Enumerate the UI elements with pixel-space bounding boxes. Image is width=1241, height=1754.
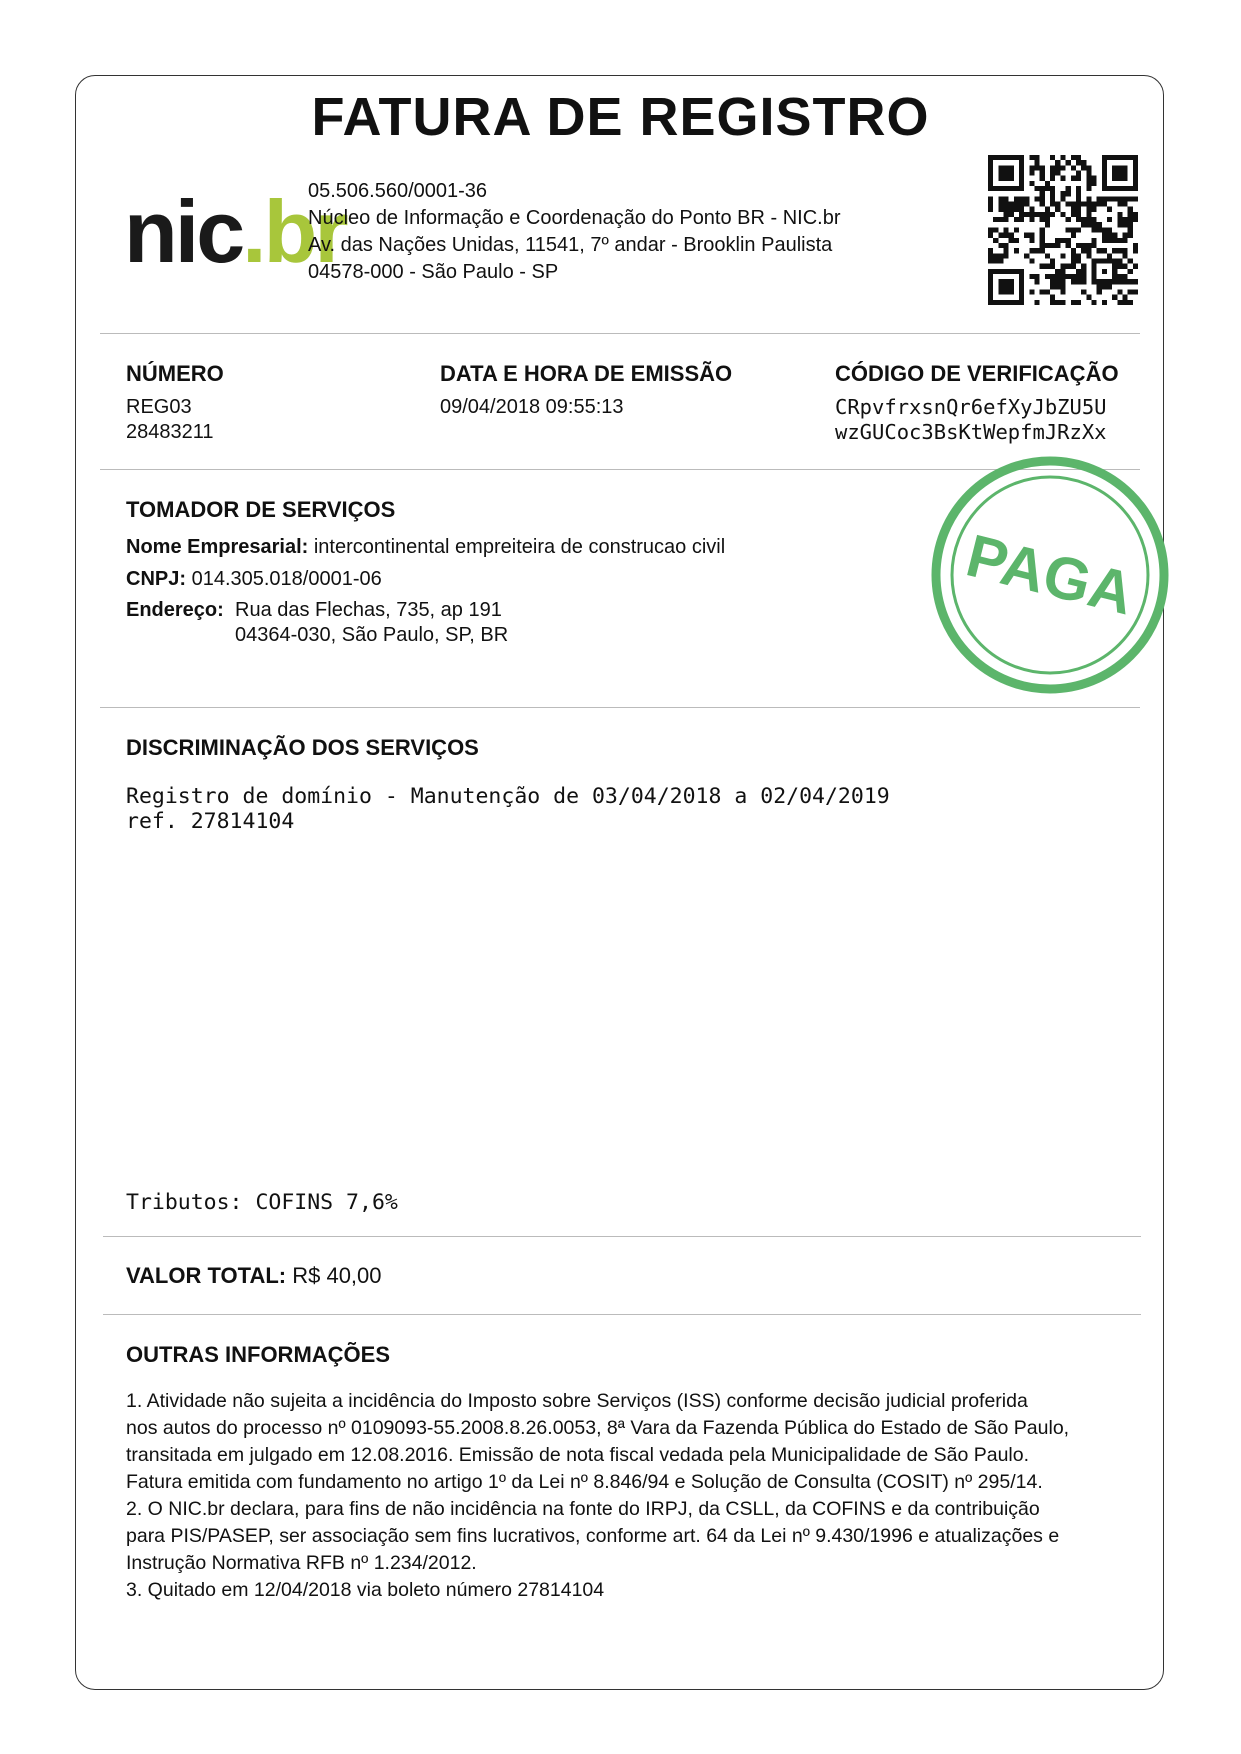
tomador-cnpj-row [126, 566, 382, 592]
codigo-verificacao-label: CÓDIGO DE VERIFICAÇÃO [835, 361, 1119, 386]
tomador-nome-row [126, 534, 725, 560]
numero-line2: 28483211 [126, 421, 214, 443]
outras-section-title: OUTRAS INFORMAÇÕES [126, 1342, 390, 1367]
outras-line: Fatura emitida com fundamento no artigo 1º da Lei nº 8.846/94 e Solução de Consulta (COSIT) nº 295/14. [126, 1471, 1043, 1493]
numero-label: NÚMERO [126, 361, 224, 386]
outras-line: Instrução Normativa RFB nº 1.234/2012. [126, 1552, 477, 1574]
outras-line: nos autos do processo nº 0109093-55.2008.8.26.0053, 8ª Vara da Fazenda Pública do Estado de São Paulo, [126, 1417, 1070, 1439]
tomador-section-title: TOMADOR DE SERVIÇOS [126, 497, 396, 522]
paid-stamp [930, 455, 1170, 695]
servico-line1: Registro de domínio - Manutenção de 03/04/2018 a 02/04/2019 [126, 784, 890, 809]
issuer-address: Av. das Nações Unidas, 11541, 7º andar - Brooklin Paulista [308, 234, 833, 256]
divider [103, 1236, 1141, 1237]
issuer-cep-city: 04578-000 - São Paulo - SP [308, 261, 559, 283]
endereco-label [126, 597, 224, 623]
issuer-block [308, 178, 841, 286]
servico-line2: ref. 27814104 [126, 809, 295, 834]
stamp-text: PAGA [960, 521, 1141, 628]
logo-dot: . [242, 182, 264, 281]
numero-line1: REG03 [126, 396, 192, 418]
divider [100, 707, 1140, 708]
cnpj-value: 014.305.018/0001-06 [191, 568, 382, 590]
valor-total-value: R$ 40,00 [292, 1263, 382, 1288]
outras-line: 2. O NIC.br declara, para fins de não incidência na fonte do IRPJ, da CSLL, da COFINS e da contribuição [126, 1498, 1040, 1520]
tributos: Tributos: COFINS 7,6% [126, 1190, 398, 1215]
servicos-section-title: DISCRIMINAÇÃO DOS SERVIÇOS [126, 735, 479, 760]
logo-br: br [263, 182, 346, 281]
outras-line: 3. Quitado em 12/04/2018 via boleto número 27814104 [126, 1579, 605, 1601]
outras-line: para PIS/PASEP, ser associação sem fins lucrativos, conforme art. 64 da Lei nº 9.430/1996 e atualizações e [126, 1525, 1060, 1547]
issuer-cnpj: 05.506.560/0001-36 [308, 180, 488, 202]
cnpj-label: CNPJ: [126, 568, 187, 590]
invoice-title: FATURA DE REGISTRO [311, 87, 930, 147]
issuer-name: Núcleo de Informação e Coordenação do Ponto BR - NIC.br [308, 207, 841, 229]
outras-line: transitada em julgado em 12.08.2016. Emissão de nota fiscal vedada pela Municipalidade de São Paulo. [126, 1444, 1030, 1466]
qr-code-icon [988, 155, 1138, 305]
endereco-line1: Rua das Flechas, 735, ap 191 [235, 599, 502, 621]
valor-total-label: VALOR TOTAL: [126, 1263, 287, 1288]
outras-informacoes [126, 1388, 1126, 1604]
endereco-line2: 04364-030, São Paulo, SP, BR [235, 624, 509, 646]
data-emissao-label: DATA E HORA DE EMISSÃO [440, 361, 733, 386]
outras-line: 1. Atividade não sujeita a incidência do Imposto sobre Serviços (ISS) conforme decisão judicial proferida [126, 1390, 1028, 1412]
logo-nic: nic [124, 182, 243, 281]
divider [100, 333, 1140, 334]
codigo-verificacao-line2: wzGUCoc3BsKtWepfmJRzXx [835, 420, 1107, 444]
nome-empresarial-value: intercontinental empreiteira de construcao civil [313, 536, 726, 558]
codigo-verificacao-line1: CRpvfrxsnQr6efXyJbZU5U [835, 395, 1107, 419]
divider [103, 1314, 1141, 1315]
valor-total-row [126, 1263, 382, 1289]
data-emissao-value: 09/04/2018 09:55:13 [440, 396, 624, 418]
endereco-label-text: Endereço: [126, 599, 224, 621]
nome-empresarial-label: Nome Empresarial: [126, 536, 309, 558]
